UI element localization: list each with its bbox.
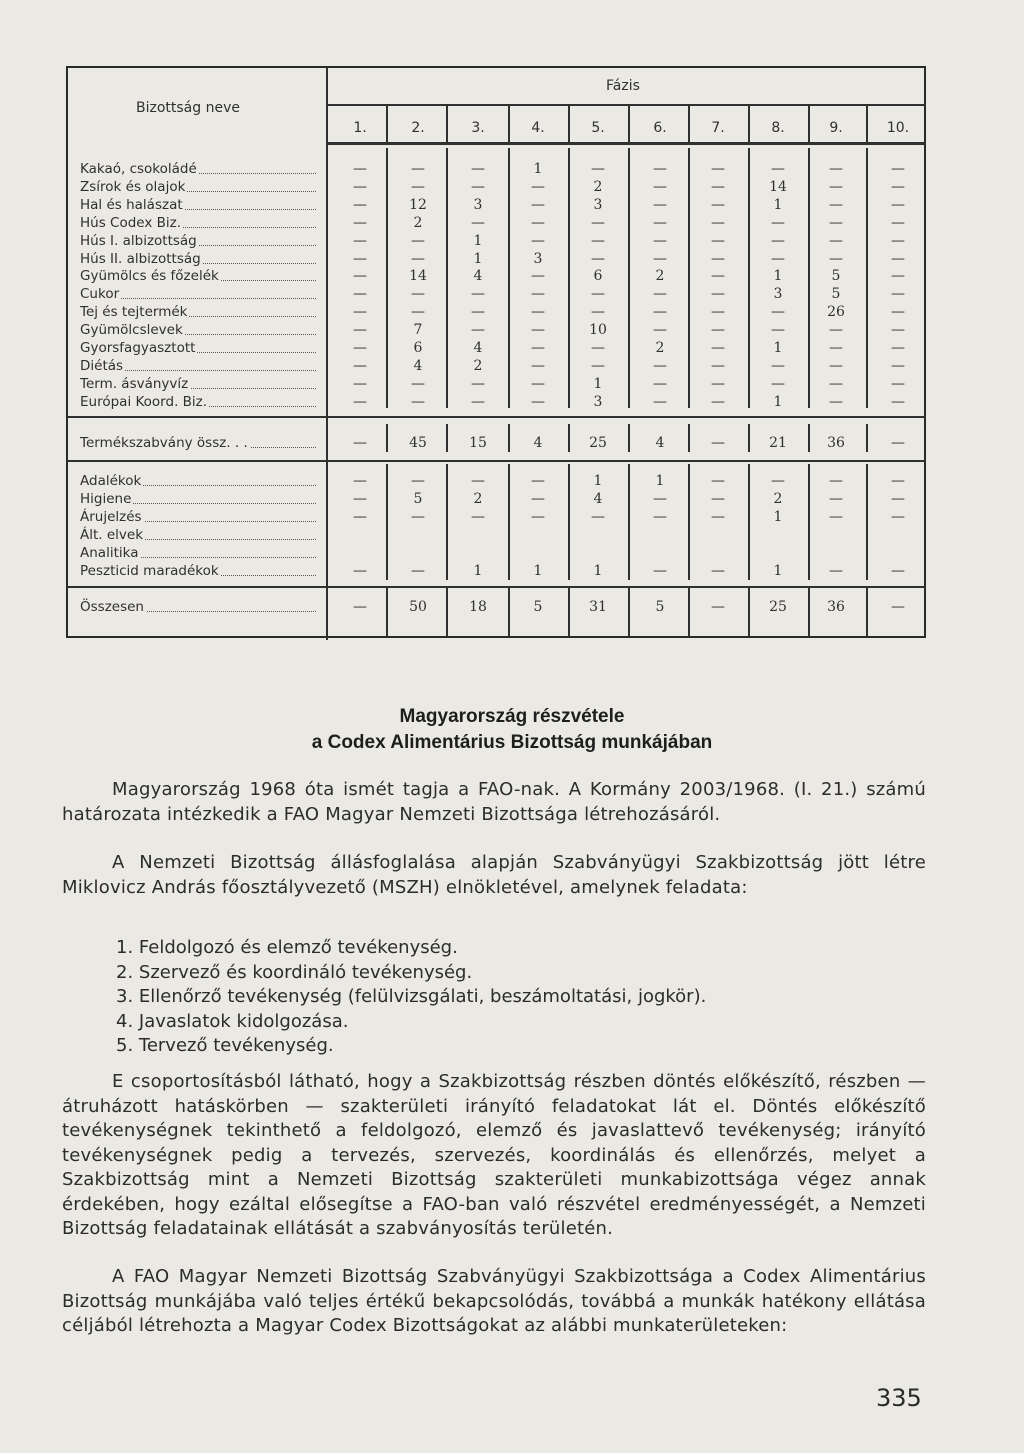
table-cell: — (353, 178, 367, 195)
table-cell: — (471, 375, 485, 392)
table-cell: — (891, 508, 905, 525)
table-cell: — (891, 357, 905, 374)
subtotal-row (68, 434, 928, 452)
table-cell: — (829, 340, 843, 356)
table-cell: — (771, 375, 785, 392)
table-cell: — (891, 232, 905, 249)
table-cell: 1 (473, 232, 483, 249)
table-row (68, 303, 928, 321)
table-cell: 21 (769, 435, 787, 451)
table-cell: — (591, 340, 605, 356)
table-cell: — (591, 250, 605, 267)
table-cell: 2 (473, 490, 483, 507)
table-cell: 2 (413, 214, 423, 231)
table-cell: — (471, 473, 485, 489)
table-cell: — (771, 304, 785, 321)
table-row (68, 472, 928, 490)
table-cell: — (531, 375, 545, 392)
table-cell: — (353, 357, 367, 374)
row-name: Zsírok és olajok (80, 178, 316, 196)
table-cell: — (829, 357, 843, 374)
table-cell: — (471, 304, 485, 321)
table-cell: 7 (413, 322, 423, 339)
table-cell: — (711, 490, 725, 507)
phase-number: 10. (886, 120, 910, 136)
row-name: Cukor (80, 285, 316, 303)
table-cell: — (711, 196, 725, 213)
phase-table (66, 66, 926, 638)
table-cell: — (411, 178, 425, 195)
table-cell: 25 (769, 599, 787, 615)
table-cell: 1 (533, 161, 543, 177)
table-cell: — (711, 304, 725, 321)
table-cell: 15 (469, 435, 487, 451)
table-cell: — (531, 473, 545, 489)
table-cell: 14 (409, 268, 427, 285)
table-cell: 4 (413, 357, 423, 374)
table-cell: — (411, 161, 425, 177)
table-cell: — (531, 232, 545, 249)
row-name: Termékszabvány össz. . . (80, 434, 316, 452)
table-cell: — (829, 232, 843, 249)
table-cell: — (353, 508, 367, 525)
table-cell: — (653, 562, 667, 579)
table-cell: — (531, 196, 545, 213)
table-row (68, 178, 928, 196)
table-cell: — (829, 161, 843, 177)
row-name: Higiene (80, 490, 316, 508)
table-cell: — (891, 161, 905, 177)
table-cell: 4 (593, 490, 603, 507)
table-cell: 12 (409, 196, 427, 213)
phase-number: 3. (471, 120, 485, 136)
list-item: 1. Feldolgozó és elemző tevékenység. (116, 937, 458, 958)
table-cell: — (891, 435, 905, 451)
task-list (116, 936, 916, 1059)
table-cell: 1 (593, 473, 603, 489)
table-cell: — (711, 508, 725, 525)
table-cell: — (711, 214, 725, 231)
table-cell: — (829, 490, 843, 507)
row-name: Hús I. albizottság (80, 232, 316, 250)
table-row (68, 196, 928, 214)
table-cell: — (711, 435, 725, 451)
table-cell: — (531, 178, 545, 195)
table-cell: — (531, 268, 545, 285)
row-name: Gyümölcs és főzelék (80, 267, 316, 285)
table-row (68, 285, 928, 303)
row-name: Európai Koord. Biz. (80, 393, 316, 411)
table-cell: — (829, 375, 843, 392)
table-cell: 2 (593, 178, 603, 195)
table-cell: — (829, 473, 843, 489)
table-cell: 1 (773, 196, 783, 213)
row-name: Árujelzés (80, 508, 316, 526)
table-cell: — (531, 340, 545, 356)
table-cell: 5 (533, 599, 543, 615)
phase-header: Fázis (606, 78, 640, 94)
table-row (68, 214, 928, 232)
table-cell: — (711, 161, 725, 177)
row-name: Összesen (80, 598, 316, 616)
table-cell: 6 (413, 340, 423, 356)
list-item: 3. Ellenőrző tevékenység (felülvizsgálati, beszámoltatási, jogkör). (116, 986, 707, 1007)
table-cell: — (353, 196, 367, 213)
table-row (68, 250, 928, 268)
table-row (68, 562, 928, 580)
table-cell: — (891, 599, 905, 615)
table-cell: — (711, 357, 725, 374)
table-row (68, 160, 928, 178)
table-cell: — (471, 322, 485, 339)
table-cell: 5 (655, 599, 665, 615)
table-cell: — (353, 490, 367, 507)
table-cell: — (891, 393, 905, 410)
table-cell: 50 (409, 599, 427, 615)
table-cell: 1 (593, 375, 603, 392)
table-row (68, 544, 928, 562)
table-row (68, 232, 928, 250)
table-cell: — (471, 214, 485, 231)
table-cell: — (531, 357, 545, 374)
paragraph-3: E csoportosításból látható, hogy a Szakbizottság részben döntés előkészítő, részben — átruházott hatáskörben — szakterületi irányító feladatokat lát el. Döntés előkészítő tevékenységnek tekinthető a feldolgozó, elemző és javaslattevő tevékenység; irányító tevékenységnek pedig a tervezés, szervezés, koordinálás és ellenőrzés, melyet a Szakbizottság mint a Nemzeti Bizottság szakterületi munkabizottsága végez annak érdekében, hogy ezáltal elősegítse a FAO-ban való részvétel eredményességét, a Nemzeti Bizottság feladatainak ellátását a szabványosítás területén. (62, 1071, 926, 1239)
table-cell: 5 (831, 268, 841, 285)
table-cell: — (353, 322, 367, 339)
table-row (68, 508, 928, 526)
table-cell: — (711, 375, 725, 392)
table-cell: — (653, 250, 667, 267)
table-cell: — (353, 250, 367, 267)
list-item: 4. Javaslatok kidolgozása. (116, 1010, 349, 1032)
table-cell: — (891, 562, 905, 579)
table-row (68, 375, 928, 393)
table-cell: — (829, 562, 843, 579)
table-cell: — (711, 250, 725, 267)
table-row (68, 267, 928, 285)
table-cell: — (411, 286, 425, 303)
row-name: Kakaó, csokoládé (80, 160, 316, 178)
table-cell: 45 (409, 435, 427, 451)
table-cell: 3 (593, 393, 603, 410)
row-name: Ált. elvek (80, 526, 316, 544)
row-name: Hal és halászat (80, 196, 316, 214)
table-cell: — (411, 304, 425, 321)
table-cell: — (653, 304, 667, 321)
paragraph-4: A FAO Magyar Nemzeti Bizottság Szabványügyi Szakbizottsága a Codex Alimentárius Bizottság munkájába való teljes értékű bekapcsolódás, továbbá a munkák hatékony ellátása céljából létrehozta a Magyar Codex Bizottságokat az alábbi munkaterületeken: (62, 1266, 926, 1336)
table-cell: — (711, 599, 725, 615)
table-cell: 2 (473, 357, 483, 374)
table-cell: 10 (589, 322, 607, 339)
table-cell: — (531, 490, 545, 507)
table-cell: — (711, 473, 725, 489)
table-cell: 5 (831, 286, 841, 303)
phase-number: 2. (411, 120, 425, 136)
table-cell: 1 (773, 508, 783, 525)
table-cell: — (891, 196, 905, 213)
table-cell: — (353, 393, 367, 410)
list-item: 2. Szervező és koordináló tevékenység. (116, 961, 473, 983)
table-cell: 1 (533, 562, 543, 579)
table-cell: — (353, 473, 367, 489)
row-name: Term. ásványvíz (80, 375, 316, 393)
table-cell: — (771, 161, 785, 177)
phase-number: 8. (771, 120, 785, 136)
table-cell: 18 (469, 599, 487, 615)
table-cell: — (829, 393, 843, 410)
table-cell: — (653, 161, 667, 177)
phase-number: 9. (829, 120, 843, 136)
table-cell: — (411, 250, 425, 267)
table-cell: — (531, 286, 545, 303)
table-cell: 2 (773, 490, 783, 507)
table-cell: — (829, 214, 843, 231)
row-name: Hús II. albizottság (80, 250, 316, 268)
table-cell: 1 (473, 250, 483, 267)
table-cell: — (891, 178, 905, 195)
total-row (68, 598, 928, 616)
table-cell: — (829, 196, 843, 213)
table-row (68, 526, 928, 544)
table-cell: — (591, 232, 605, 249)
table-cell: — (891, 473, 905, 489)
table-cell: — (353, 286, 367, 303)
phase-number: 5. (591, 120, 605, 136)
table-cell: 3 (773, 286, 783, 303)
table-cell: — (891, 286, 905, 303)
table-cell: — (653, 490, 667, 507)
table-cell: — (531, 322, 545, 339)
table-cell: — (531, 393, 545, 410)
row-name: Diétás (80, 357, 316, 375)
page-number: 335 (876, 1384, 922, 1412)
table-cell: — (591, 357, 605, 374)
table-cell: — (891, 490, 905, 507)
table-cell: — (891, 250, 905, 267)
table-cell: — (531, 304, 545, 321)
table-cell: — (829, 322, 843, 339)
table-cell: — (891, 322, 905, 339)
table-cell: 36 (827, 435, 845, 451)
table-cell: 2 (655, 340, 665, 356)
table-cell: — (653, 357, 667, 374)
table-cell: — (531, 508, 545, 525)
table-cell: 1 (473, 562, 483, 579)
table-cell: — (471, 161, 485, 177)
table-cell: — (591, 214, 605, 231)
table-cell: — (891, 304, 905, 321)
table-cell: 3 (593, 196, 603, 213)
table-cell: — (829, 250, 843, 267)
table-cell: — (891, 375, 905, 392)
table-cell: — (711, 232, 725, 249)
phase-number: 6. (653, 120, 667, 136)
table-row (68, 393, 928, 411)
table-cell: 6 (593, 268, 603, 285)
table-cell: 3 (533, 250, 543, 267)
table-cell: — (711, 562, 725, 579)
table-cell: — (711, 268, 725, 285)
table-cell: 1 (593, 562, 603, 579)
table-row (68, 490, 928, 508)
table-cell: — (771, 250, 785, 267)
table-cell: — (653, 232, 667, 249)
table-cell: — (411, 232, 425, 249)
table-cell: — (653, 508, 667, 525)
phase-number: 4. (531, 120, 545, 136)
phase-number: 1. (353, 120, 367, 136)
paragraph-1: Magyarország 1968 óta ismét tagja a FAO-nak. A Kormány 2003/1968. (I. 21.) számú határozata intézkedik a FAO Magyar Nemzeti Bizottsága létrehozásáról. (62, 779, 926, 825)
table-cell: 4 (655, 435, 665, 451)
table-cell: — (531, 214, 545, 231)
table-row (68, 357, 928, 375)
table-cell: — (653, 214, 667, 231)
table-cell: 1 (773, 340, 783, 356)
table-cell: — (353, 268, 367, 285)
row-name: Tej és tejtermék (80, 303, 316, 321)
table-cell: — (411, 473, 425, 489)
table-cell: 3 (473, 196, 483, 213)
table-cell: 1 (655, 473, 665, 489)
table-cell: — (711, 178, 725, 195)
table-cell: — (591, 161, 605, 177)
table-cell: — (653, 178, 667, 195)
row-name: Hús Codex Biz. (80, 214, 316, 232)
table-cell: — (353, 562, 367, 579)
table-cell: 4 (533, 435, 543, 451)
table-cell: — (353, 214, 367, 231)
table-cell: — (653, 393, 667, 410)
table-cell: 4 (473, 340, 483, 356)
table-cell: 1 (773, 268, 783, 285)
table-cell: — (471, 393, 485, 410)
table-cell: — (411, 393, 425, 410)
table-cell: 4 (473, 268, 483, 285)
table-cell: — (353, 435, 367, 451)
table-cell: — (829, 508, 843, 525)
table-cell: — (891, 214, 905, 231)
table-cell: — (353, 304, 367, 321)
table-cell: — (353, 340, 367, 356)
table-cell: — (591, 286, 605, 303)
section-heading-line2: a Codex Alimentárius Bizottság munkájában (311, 732, 713, 753)
committee-name-header: Bizottság neve (136, 100, 240, 116)
table-cell: 31 (589, 599, 607, 615)
table-cell: 25 (589, 435, 607, 451)
table-cell: — (653, 322, 667, 339)
table-cell: — (591, 508, 605, 525)
table-row (68, 321, 928, 339)
row-name: Gyorsfagyasztott (80, 339, 316, 357)
table-cell: 5 (413, 490, 423, 507)
paragraph-2: A Nemzeti Bizottság állásfoglalása alapján Szabványügyi Szakbizottság jött létre Miklovicz András főosztályvezető (MSZH) elnökletével, amelynek feladata: (62, 852, 926, 898)
table-cell: — (711, 393, 725, 410)
table-cell: — (591, 304, 605, 321)
table-cell: — (411, 375, 425, 392)
table-cell: — (829, 178, 843, 195)
table-cell: — (471, 286, 485, 303)
table-cell: — (411, 562, 425, 579)
phase-number: 7. (711, 120, 725, 136)
table-cell: 14 (769, 178, 787, 195)
table-cell: 1 (773, 393, 783, 410)
table-cell: — (653, 286, 667, 303)
table-cell: — (891, 340, 905, 356)
list-item: 5. Tervező tevékenység. (116, 1035, 334, 1056)
table-cell: — (353, 599, 367, 615)
table-cell: — (711, 340, 725, 356)
table-cell: — (353, 232, 367, 249)
row-name: Adalékok (80, 472, 316, 490)
row-name: Analitika (80, 544, 316, 562)
table-cell: 36 (827, 599, 845, 615)
row-name: Gyümölcslevek (80, 321, 316, 339)
table-cell: — (353, 375, 367, 392)
table-cell: — (711, 322, 725, 339)
table-row (68, 339, 928, 357)
table-cell: — (771, 322, 785, 339)
section-heading-line1: Magyarország részvétele (399, 706, 625, 727)
table-cell: — (653, 196, 667, 213)
table-cell: 2 (655, 268, 665, 285)
table-cell: — (653, 375, 667, 392)
table-cell: — (771, 214, 785, 231)
table-cell: — (353, 161, 367, 177)
table-cell: 26 (827, 304, 845, 321)
table-cell: — (771, 473, 785, 489)
table-cell: — (711, 286, 725, 303)
table-cell: — (471, 178, 485, 195)
table-cell: — (891, 268, 905, 285)
table-cell: 1 (773, 562, 783, 579)
row-name: Peszticid maradékok (80, 562, 316, 580)
table-cell: — (771, 357, 785, 374)
table-cell: — (771, 232, 785, 249)
table-cell: — (471, 508, 485, 525)
table-cell: — (411, 508, 425, 525)
